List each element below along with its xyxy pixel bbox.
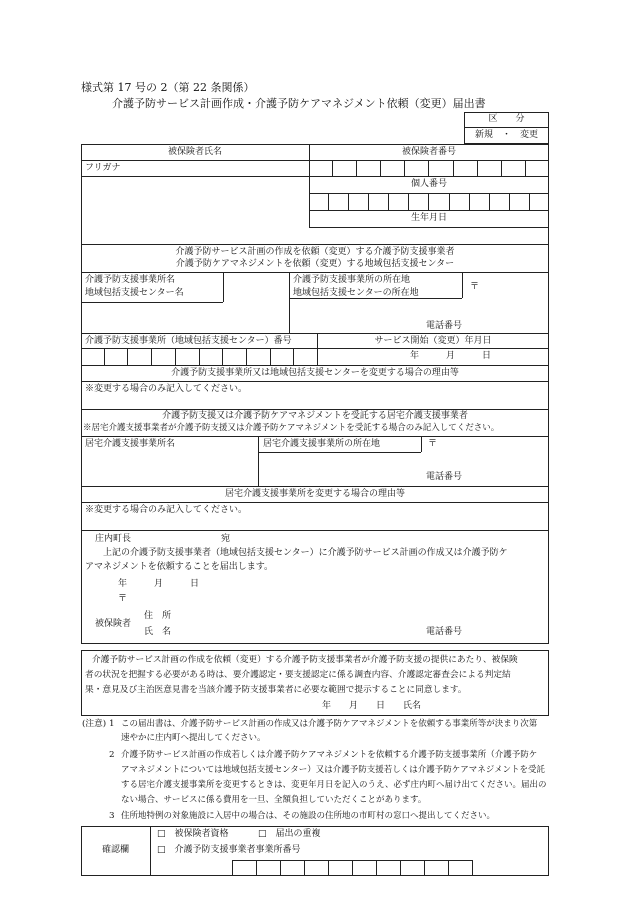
provider-change-reason-header: 介護予防支援事業所又は地域包括支援センターを変更する場合の理由等 [171,368,459,378]
note-3-line-1: 住所地特例の対象施設に入居中の場合は、その施設の住所地の市町村の窓口へ提出してください。 [121,811,496,821]
insured-number-cells[interactable] [309,160,549,176]
provider-address-label-1: 介護予防支援事業所の所在地 [293,275,411,285]
note-1-number: 1 [109,719,115,729]
form-number: 様式第 17 号の 2（第 22 条関係） [81,81,255,94]
insured-number-label: 被保険者番号 [401,147,456,157]
provider-change-reason-field[interactable] [85,396,545,408]
provider-header-1: 介護予防サービス計画の作成を依頼（変更）する介護予防支援事業者 [175,247,455,257]
category-value[interactable]: 新規 ・ 変更 [474,130,538,140]
personal-number-label: 個人番号 [410,179,447,189]
birthdate-field[interactable] [312,229,546,244]
care-phone-label: 電話番号 [426,472,463,482]
submitter-phone-label: 電話番号 [426,627,463,637]
insured-name-field[interactable] [90,177,304,227]
service-start-label: サービス開始（変更）年月日 [374,336,492,346]
address-label: 住 所 [144,611,172,621]
note-2-line-3: する居宅介護支援事業所を変更するときは、変更年月日を記入のうえ、必ず庄内町へ届け出てください。届出の [121,780,547,790]
note-2-line-2: アマネジメントについては地域包括支援センター）又は介護予防支援若しくは介護予防ケアマネジメントを受託 [121,765,545,775]
provider-header-2: 介護予防ケアマネジメントを依頼（変更）する地域包括支援センター [175,259,455,269]
provider-number-cells[interactable] [81,348,317,365]
service-start-date[interactable]: 年 月 日 [410,351,492,361]
form-title: 介護予防サービス計画作成・介護予防ケアマネジメント依頼（変更）届出書 [112,97,486,110]
signer-name-label: 氏 名 [144,627,172,637]
provider-name-label-1: 介護予防支援事業所名 [85,275,176,285]
confirmation-label: 確認欄 [101,845,129,855]
confirmation-number-cells[interactable] [232,860,472,876]
note-2-line-1: 介護予防サービス計画の作成若しくは介護予防ケアマネジメントを依頼する介護予防支援事業所（介護予防ケ [121,750,538,760]
care-name-label: 居宅介護支援事業所名 [85,439,176,449]
consent-date-name[interactable]: 年 月 日 氏名 [322,701,422,711]
care-postal-mark: 〒 [428,439,438,449]
provider-name-field[interactable] [85,304,285,331]
addressee: 庄内町長 宛 [95,534,231,544]
notes-prefix: (注意) [82,719,107,729]
category-label: 区 分 [488,114,525,124]
note-1-line-2: 速やかに庄内町へ提出してください。 [121,733,266,743]
consent-line-3: 果・意見及び主治医意見書を当該介護予防支援事業者に必要な範囲で提示することに同意します。 [85,685,467,695]
provider-name-label-2: 地域包括支援センター名 [85,288,184,298]
note-1-line-1: この届出書は、介護予防サービス計画の作成又は介護予防ケアマネジメントを依頼する事業所等が決まり次第 [121,719,538,729]
submission-body-2: アマネジメントを依頼することを届出します。 [85,562,274,572]
submission-body-1: 上記の介護予防支援事業者（地域包括支援センター）に介護予防サービス計画の作成又は介護予防ケ [103,548,508,558]
care-address-label: 居宅介護支援事業所の所在地 [263,439,381,449]
provider-postal-mark: 〒 [470,282,480,292]
submission-postal-mark: 〒 [118,594,128,604]
submitter-address-field[interactable] [180,606,540,620]
insured-label: 被保険者 [95,619,132,629]
care-change-reason-field[interactable] [85,517,545,529]
birthdate-label: 生年月日 [410,213,447,223]
submission-date[interactable]: 年 月 日 [118,579,200,589]
personal-number-cells[interactable] [309,193,549,210]
care-header-2: ※居宅介護支援事業者が介護予防支援又は介護予防ケアマネジメントを受託する場合のみ記入してください。 [83,423,500,433]
submitter-name-field[interactable] [180,624,410,638]
care-name-field[interactable] [85,453,255,483]
provider-address-label-2: 地域包括支援センターの所在地 [293,288,419,298]
care-change-reason-header: 居宅介護支援事業所を変更する場合の理由等 [224,489,405,499]
insured-name-label: 被保険者氏名 [167,147,222,157]
consent-line-2: 者の状況を把握する必要がある時は、要介護認定・要支援認定に係る調査内容、介護認定審査会による判定結 [85,670,511,680]
note-3-number: 3 [109,811,115,821]
care-change-note: ※変更する場合のみ記入してください。 [85,505,248,515]
provider-phone-label: 電話番号 [426,321,463,331]
furigana-label: フリガナ [85,163,121,173]
provider-number-label: 介護予防支援事業所（地域包括支援センター）番号 [85,336,292,346]
check-provider-number[interactable]: □ 介護予防支援事業者事業所番号 [157,845,301,855]
consent-line-1: 介護予防サービス計画の作成を依頼（変更）する介護予防支援事業者が介護予防支援の提供にあたり、被保険 [92,655,518,665]
check-duplicate-notification[interactable]: □ 届出の重複 [258,829,321,839]
provider-change-note: ※変更する場合のみ記入してください。 [85,384,248,394]
care-header-1: 介護予防支援又は介護予防ケアマネジメントを受託する居宅介護支援事業者 [162,411,468,421]
note-2-number: 2 [109,750,115,760]
note-2-line-4: ない場合、サービスに係る費用を一旦、全額負担していただくことがあります。 [121,795,427,805]
check-insured-qualification[interactable]: □ 被保険者資格 [157,829,229,839]
